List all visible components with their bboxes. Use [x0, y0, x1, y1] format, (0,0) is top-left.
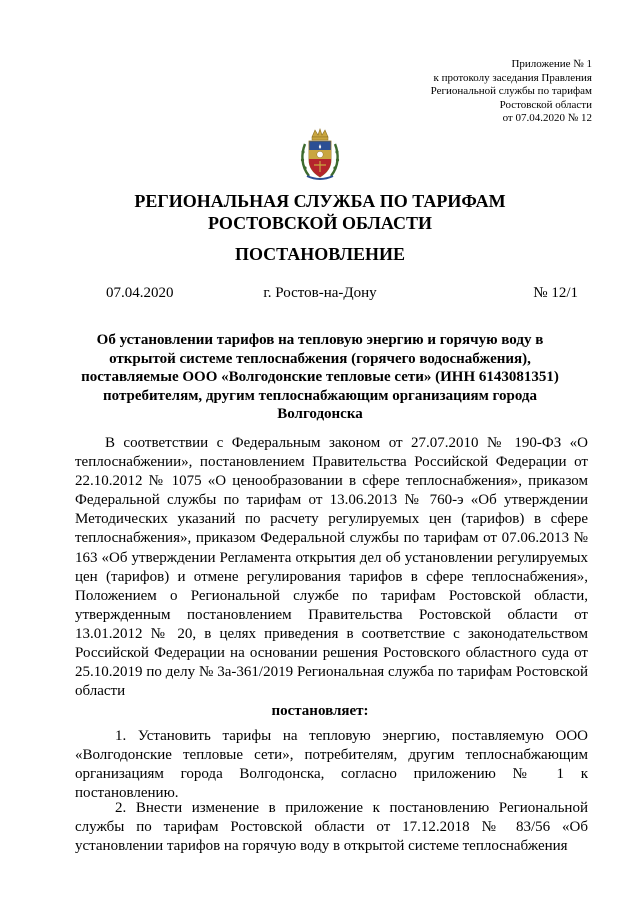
annex-note [352, 58, 592, 126]
document-meta [0, 283, 640, 303]
document-subject: Об установлении тарифов на тепловую энергию и горячую воду в открытой системе теплоснабжения (горячего водоснабжения), поставляемые ООО «Волгодонские тепловые сети» (ИНН 6143081351) потребителям, другим теплоснабжающим организациям города Волгодонска [81, 332, 559, 422]
annex-line: Ростовской области [499, 98, 592, 111]
document-number: № 12/1 [533, 285, 578, 301]
resolution-item-1: 1. Установить тарифы на тепловую энергию, поставляемую ООО «Волгодонские тепловые сети», потребителям, другим теплоснабжающим организациям города Волгодонска, согласно приложению № 1 к постановлению. [75, 728, 588, 802]
org-line: РОСТОВСКОЙ ОБЛАСТИ [208, 213, 432, 233]
document-type: ПОСТАНОВЛЕНИЕ [234, 244, 406, 264]
resolution-item-2: 2. Внести изменение в приложение к постановлению Региональной службы по тарифам Ростовской области от 17.12.2018 № 83/56 «Об установлении тарифов на горячую воду в открытой системе теплоснабжения [75, 800, 588, 855]
annex-line: от 07.04.2020 № 12 [502, 112, 592, 125]
resolves-heading: постановляет: [271, 703, 369, 719]
organization-name [0, 190, 640, 234]
coat-of-arms-icon [297, 128, 343, 184]
document-city: г. Ростов-на-Дону [263, 285, 377, 301]
org-line: РЕГИОНАЛЬНАЯ СЛУЖБА ПО ТАРИФАМ [134, 191, 506, 211]
document-date: 07.04.2020 [106, 285, 174, 301]
annex-line: к протоколу заседания Правления [433, 71, 592, 84]
preamble-paragraph: В соответствии с Федеральным законом от 27.07.2010 № 190-ФЗ «О теплоснабжении», постановлением Правительства Российской Федерации от 22.10.2012 № 1075 «О ценообразовании в сфере теплоснабжения», приказом Федеральной службы по тарифам от 13.06.2013 № 760-э «Об утверждении Методических указаний по расчету регулируемых цен (тарифов) в сфере теплоснабжения», приказом Федеральной службы по тарифам от 07.06.2013 № 163 «Об утверждении Регламента открытия дел об установлении регулируемых цен (тарифов) и отмене регулирования тарифов в сфере теплоснабжения», Положением о Региональной службе по тарифам Ростовской области, утвержденным постановлением Правительства Ростовской области от 13.01.2012 № 20, в целях приведения в соответствие с законодательством Российской Федерации на основании решения Ростовского областного суда от 25.10.2019 по делу № 3а-361/2019 Региональная служба по тарифам Ростовской области [75, 435, 588, 700]
annex-line: Региональной службы по тарифам [430, 85, 592, 98]
annex-line: Приложение № 1 [511, 58, 592, 70]
